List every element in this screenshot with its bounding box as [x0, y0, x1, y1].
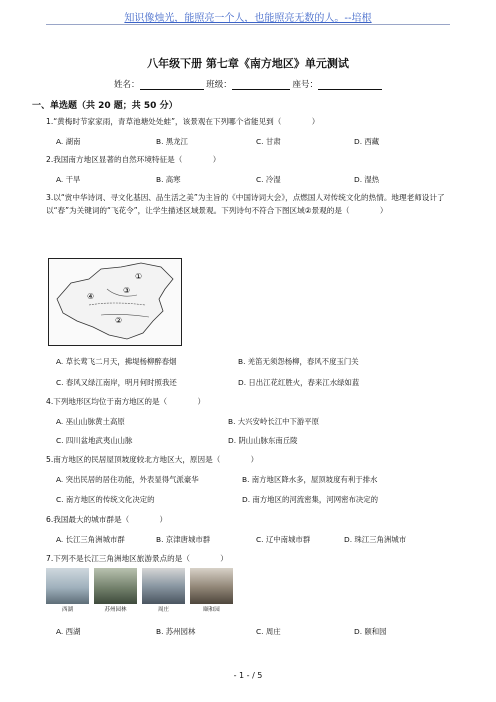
question-stem: 4.下列地形区均位于南方地区的是（ ）: [46, 397, 206, 406]
header-motto: 知识像烛光，能照亮一个人，也能照亮无数的人。--培根: [124, 13, 372, 24]
option[interactable]: A. 长江三角洲城市群: [56, 535, 125, 544]
photo-summer-palace: [190, 568, 233, 614]
question-stem: 1.“黄梅时节家家雨，青草池塘处处蛙”，该景观在下列哪个省能见到（ ）: [46, 117, 320, 126]
map-label: ②: [115, 316, 123, 325]
map-label: ④: [87, 292, 95, 301]
option[interactable]: A. 干旱: [56, 175, 81, 184]
option[interactable]: B. 羌笛无须怨杨柳，春风不度玉门关: [238, 357, 359, 366]
option[interactable]: D. 日出江花红胜火，春来江水绿如蓝: [238, 378, 360, 387]
photo-zhouzhuang: [142, 568, 185, 614]
question-stem: 3.以“赏中华诗词、寻文化基因、品生活之美”为主旨的《中国诗词大会》，点燃国人对传统文化的热情。地理老师设计了以“春”为关键词的“飞花令”，让学生描述区域景观。下列诗句不符合下图区域②景观的是（ ）: [46, 193, 445, 215]
class-field[interactable]: [232, 80, 290, 90]
option[interactable]: D. 湿热: [354, 175, 380, 184]
student-info-row: [0, 78, 496, 90]
option[interactable]: C. 四川盆地武夷山山脉: [56, 436, 133, 445]
option[interactable]: D. 颐和园: [354, 627, 387, 636]
question-stem: 2.我国南方地区显著的自然环境特征是（ ）: [46, 155, 221, 164]
option[interactable]: D. 西藏: [354, 137, 380, 146]
photo-image: [46, 568, 89, 604]
header-divider: [46, 24, 450, 25]
option[interactable]: D. 阴山山脉东南丘陵: [228, 436, 298, 445]
china-region-map: [48, 258, 182, 346]
option[interactable]: B. 黑龙江: [156, 137, 188, 146]
photo-image: [190, 568, 233, 604]
option[interactable]: B. 南方地区降水多，屋顶坡度有利于排水: [242, 475, 378, 484]
name-field[interactable]: [140, 80, 204, 90]
option[interactable]: C. 辽中南城市群: [256, 535, 311, 544]
option[interactable]: C. 春风又绿江南岸，明月何时照我还: [56, 378, 177, 387]
photo-caption: 周庄: [157, 607, 169, 613]
photo-caption: 颐和园: [203, 607, 220, 613]
photo-image: [94, 568, 137, 604]
option[interactable]: D. 珠江三角洲城市: [344, 535, 407, 544]
question-stem: 6.我国最大的城市群是（ ）: [46, 515, 168, 524]
question-stem: 7.下列不是长江三角洲地区旅游景点的是（ ）: [46, 554, 228, 563]
option[interactable]: C. 甘肃: [256, 137, 281, 146]
option[interactable]: B. 京津唐城市群: [156, 535, 211, 544]
option[interactable]: B. 高寒: [156, 175, 181, 184]
section-heading: 一、单选题（共 20 题；共 50 分）: [32, 101, 178, 111]
page-number: - 1 - / 5: [233, 671, 263, 680]
photo-caption: 苏州园林: [104, 607, 127, 613]
seat-field[interactable]: [318, 80, 382, 90]
photo-caption: 西湖: [61, 607, 73, 613]
map-label: ①: [135, 272, 143, 281]
option[interactable]: B. 苏州园林: [156, 627, 196, 636]
scenery-photos: [46, 568, 236, 616]
option[interactable]: A. 草长莺飞二月天，拂堤杨柳醉春烟: [56, 357, 177, 366]
option[interactable]: C. 南方地区的传统文化决定的: [56, 495, 155, 504]
seat-label: 座号：: [292, 80, 318, 90]
option[interactable]: A. 突出民居的居住功能，外表显得气派豪华: [56, 475, 199, 484]
name-label: 姓名：: [114, 80, 140, 90]
class-label: 班级：: [206, 80, 232, 90]
option[interactable]: B. 大兴安岭长江中下游平原: [228, 417, 320, 426]
option[interactable]: A. 湖南: [56, 137, 81, 146]
map-label: ③: [123, 286, 131, 295]
option[interactable]: A. 巫山山脉黄土高原: [56, 417, 125, 426]
option[interactable]: C. 冷湿: [256, 175, 281, 184]
option[interactable]: D. 南方地区的河流密集，河网密布决定的: [242, 495, 379, 504]
option[interactable]: C. 周庄: [256, 627, 281, 636]
option[interactable]: A. 西湖: [56, 627, 81, 636]
question-stem: 5.南方地区的民居屋顶坡度较北方地区大，原因是（ ）: [46, 455, 259, 464]
photo-suzhou-garden: [94, 568, 137, 614]
photo-image: [142, 568, 185, 604]
page-title: 八年级下册 第七章《南方地区》单元测试: [147, 57, 349, 70]
photo-west-lake: [46, 568, 89, 614]
